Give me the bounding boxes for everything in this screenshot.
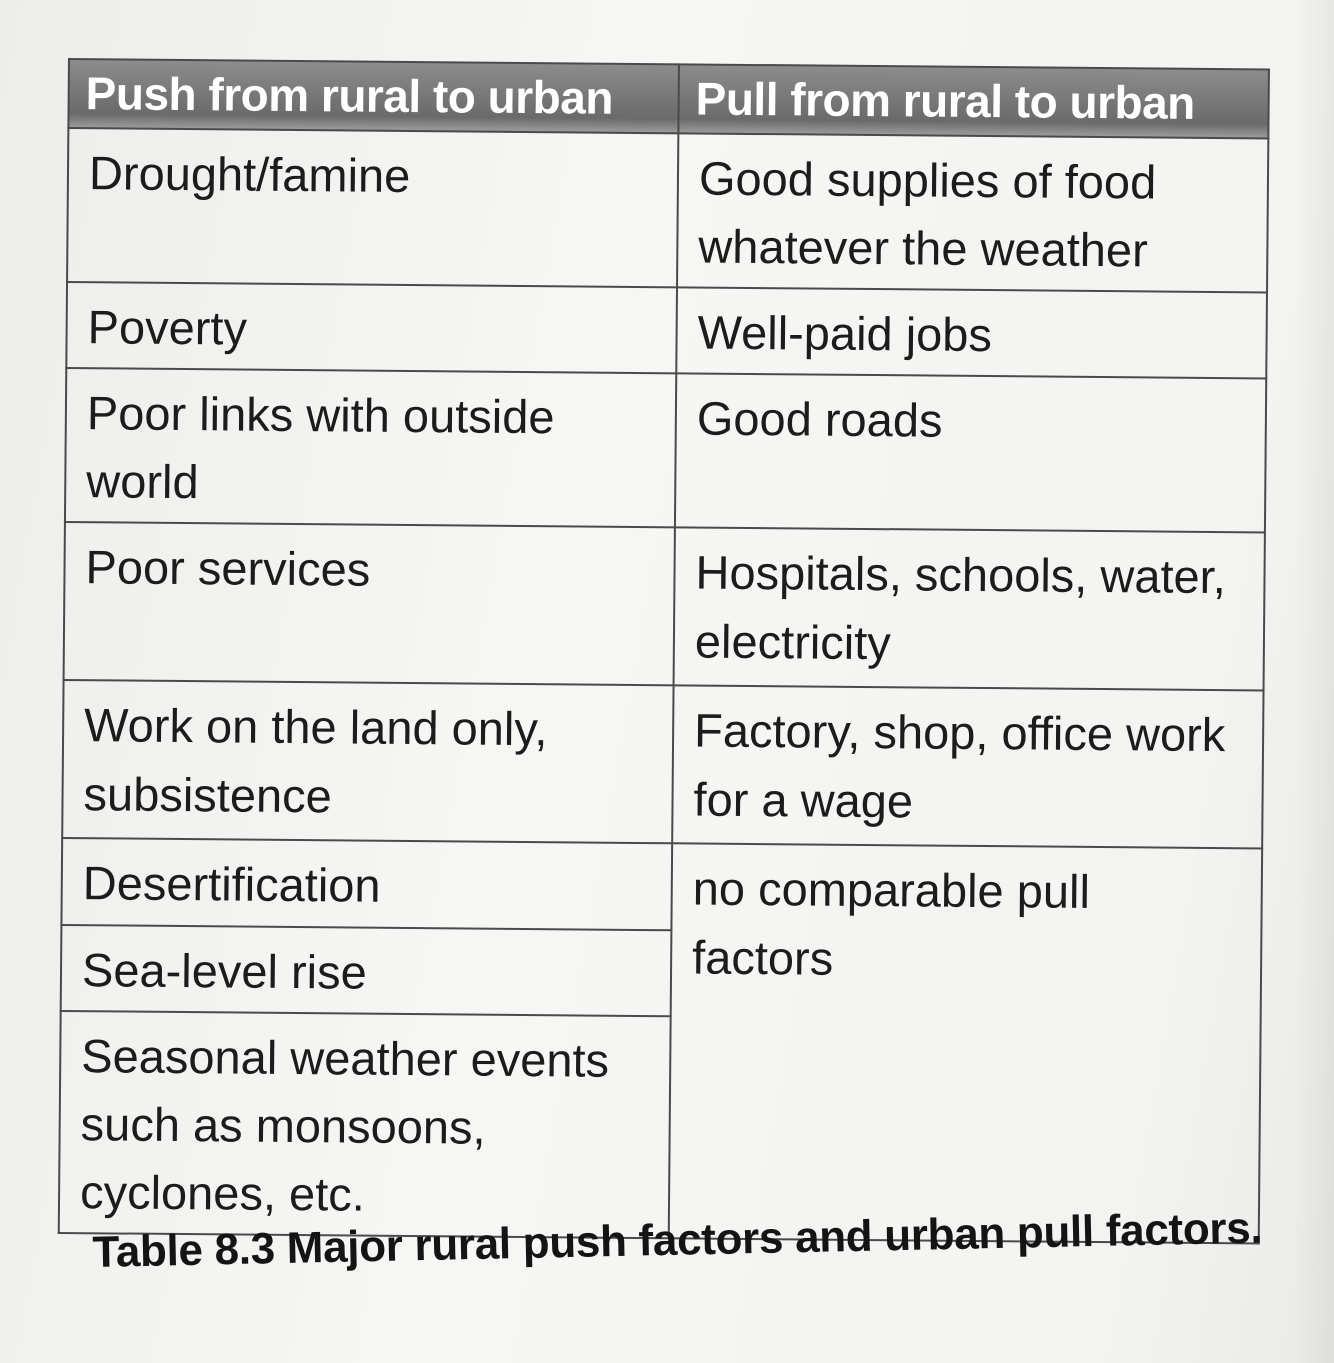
push-factor-cell: Seasonal weather events such as monsoons, cyclones, etc. — [59, 1011, 671, 1239]
push-factor-cell: Desertification — [61, 838, 672, 929]
no-comparable-pull-cell: no comparable pull factors — [669, 844, 1262, 1244]
push-factor-cell: Sea-level rise — [61, 925, 672, 1016]
pull-factor-cell: Well-paid jobs — [676, 287, 1267, 378]
table-row — [64, 522, 1265, 690]
push-factor-cell: Work on the land only, subsistence — [62, 680, 673, 843]
page-edge-shadow — [1294, 0, 1334, 1363]
table-row — [61, 838, 1262, 935]
table-header-row — [68, 59, 1269, 138]
table-caption: Table 8.3 Major rural push factors and urban pull factors. — [92, 1203, 1263, 1277]
pull-factor-cell: Factory, shop, office work for a wage — [672, 686, 1263, 849]
table-row — [62, 680, 1263, 848]
push-pull-table — [58, 58, 1270, 1245]
push-factor-cell: Poverty — [66, 282, 677, 373]
pull-factor-cell: Hospitals, schools, water, electricity — [674, 528, 1265, 691]
pull-column-header: Pull from rural to urban — [678, 64, 1269, 138]
push-factor-cell: Drought/famine — [67, 128, 678, 288]
table-row — [66, 282, 1267, 379]
push-factor-cell: Poor services — [64, 522, 675, 685]
push-factor-cell: Poor links with outside world — [65, 368, 676, 528]
push-column-header: Push from rural to urban — [68, 59, 679, 133]
pull-factor-cell: Good supplies of food whatever the weather — [677, 133, 1268, 292]
table-row — [65, 368, 1266, 533]
table-row — [67, 128, 1268, 293]
pull-factor-cell: Good roads — [675, 373, 1266, 532]
